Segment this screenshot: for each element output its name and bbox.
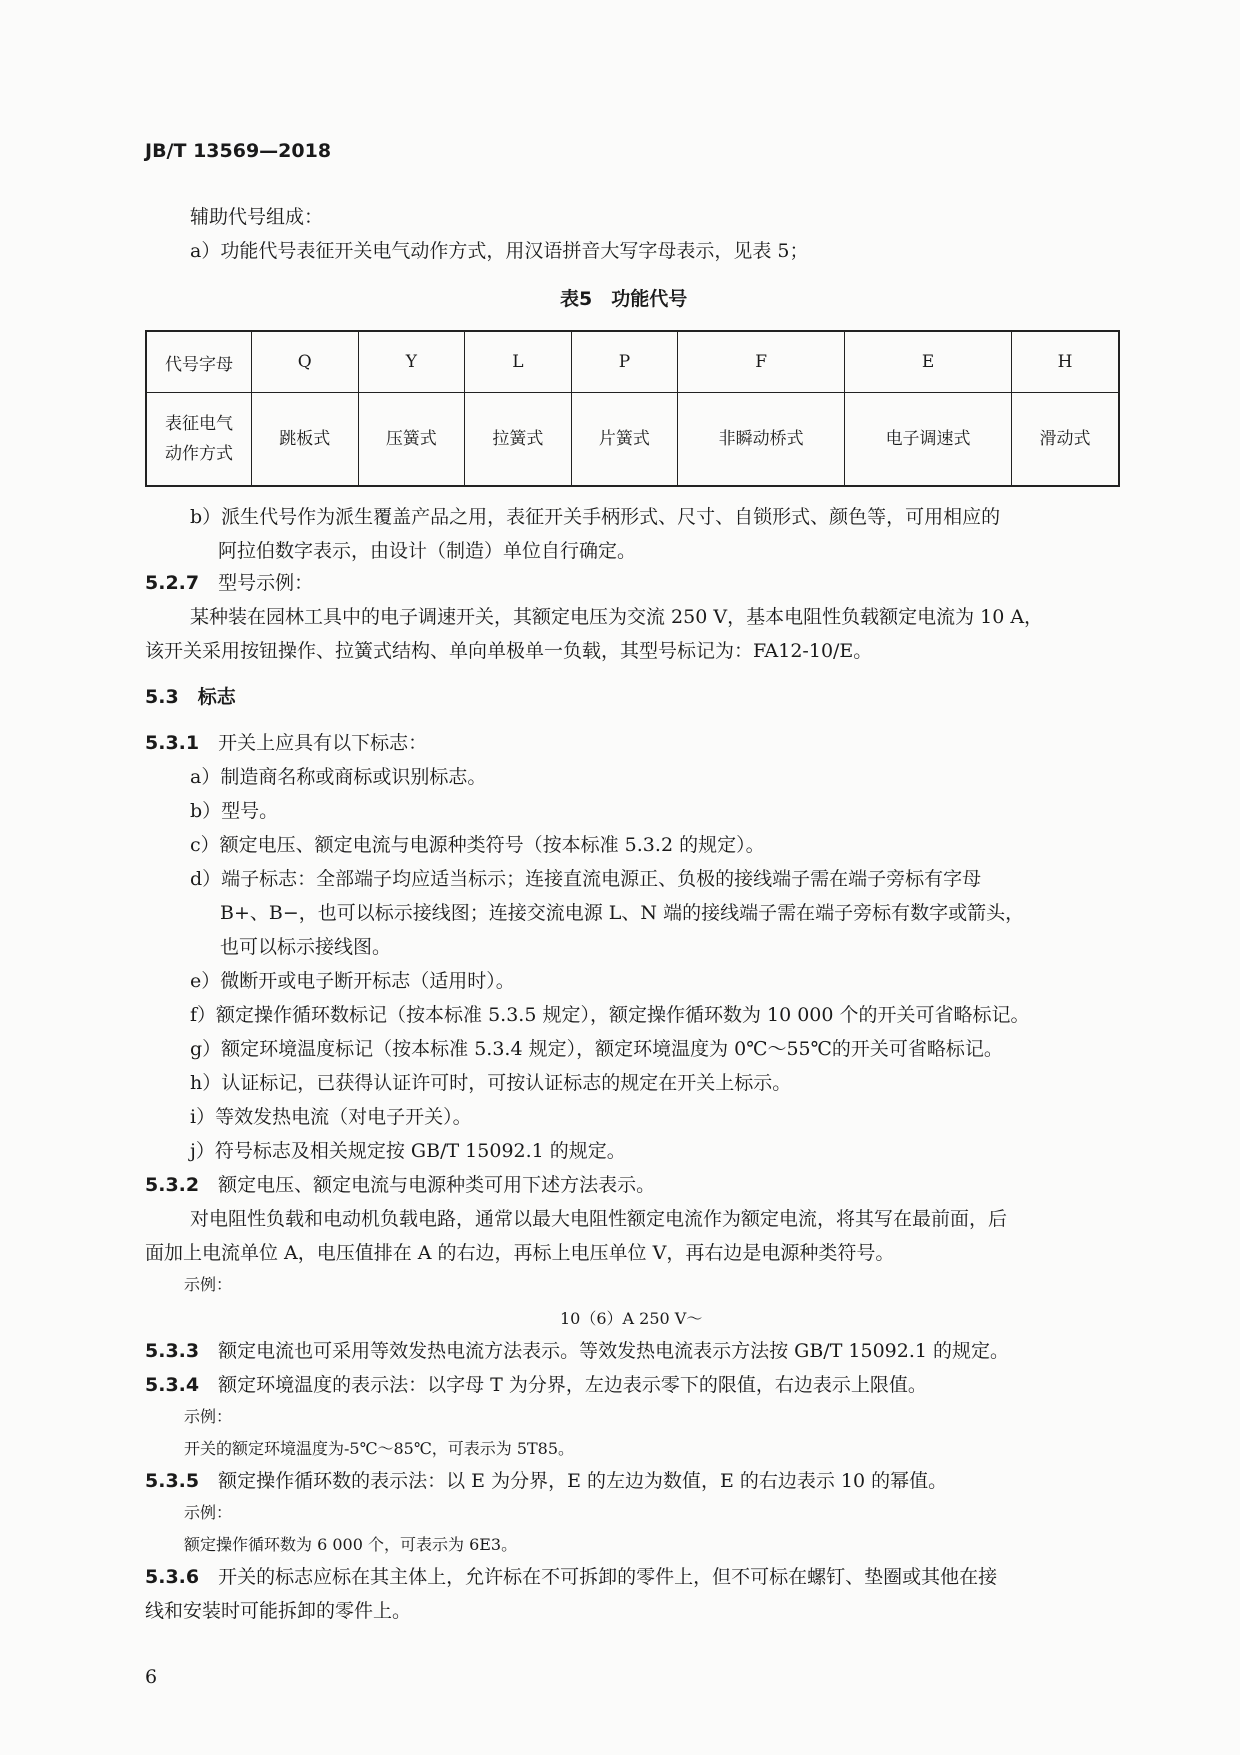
section-title: 额定电流也可采用等效发热电流方法表示。等效发热电流表示方法按 GB/T 15092.1 的规定。 bbox=[218, 1340, 1010, 1362]
table-cell: 压簧式 bbox=[358, 393, 465, 487]
table-cell: P bbox=[571, 331, 678, 393]
intro-item-a: a）功能代号表征开关电气动作方式，用汉语拼音大写字母表示，见表 5； bbox=[190, 240, 809, 262]
section-5-3-2 bbox=[145, 1168, 655, 1202]
list-item-continuation: B+、B−，也可以标示接线图；连接交流电源 L、N 端的接线端子需在端子旁标有数字或箭头， bbox=[220, 902, 1025, 924]
paragraph: 该开关采用按钮操作、拉簧式结构、单向单极单一负载，其型号标记为：FA12-10/E。 bbox=[145, 640, 873, 662]
section-title: 额定电压、额定电流与电源种类可用下述方法表示。 bbox=[218, 1174, 656, 1196]
table-cell bbox=[146, 393, 252, 487]
section-number: 5.3.5 bbox=[145, 1470, 200, 1492]
table-cell: F bbox=[678, 331, 845, 393]
table-cell: 跳板式 bbox=[252, 393, 359, 487]
table-row bbox=[146, 393, 1119, 487]
paragraph: 面加上电流单位 A，电压值排在 A 的右边，再标上电压单位 V，再右边是电源种类符号。 bbox=[145, 1242, 895, 1264]
section-number: 5.3.4 bbox=[145, 1374, 200, 1396]
section-title: 型号示例： bbox=[218, 572, 314, 594]
list-item: h）认证标记，已获得认证许可时，可按认证标志的规定在开关上标示。 bbox=[190, 1072, 792, 1094]
section-5-3 bbox=[145, 680, 236, 714]
section-5-3-4 bbox=[145, 1368, 927, 1402]
table-cell: L bbox=[465, 331, 572, 393]
table-cell: 拉簧式 bbox=[465, 393, 572, 487]
list-item: g）额定环境温度标记（按本标准 5.3.4 规定），额定环境温度为 0℃～55℃的开关可省略标记。 bbox=[190, 1038, 1003, 1060]
paragraph: 开关的标志应标在其主体上，允许标在不可拆卸的零件上，但不可标在螺钉、垫圈或其他在接 bbox=[218, 1566, 998, 1588]
table-cell: 片簧式 bbox=[571, 393, 678, 487]
table-cell: 滑动式 bbox=[1012, 393, 1119, 487]
section-title: 标志 bbox=[197, 686, 236, 708]
paragraph: 对电阻性负载和电动机负载电路，通常以最大电阻性额定电流作为额定电流，将其写在最前面，后 bbox=[190, 1208, 1008, 1230]
list-item-continuation: 也可以标示接线图。 bbox=[220, 936, 392, 958]
section-5-2-7 bbox=[145, 566, 313, 600]
list-item: d）端子标志：全部端子均应适当标示；连接直流电源正、负极的接线端子需在端子旁标有字母 bbox=[190, 868, 982, 890]
intro-line: 辅助代号组成： bbox=[190, 206, 324, 228]
list-item: c）额定电压、额定电流与电源种类符号（按本标准 5.3.2 的规定）。 bbox=[190, 834, 765, 856]
section-5-3-5 bbox=[145, 1464, 947, 1498]
table-cell: H bbox=[1012, 331, 1119, 393]
table-row bbox=[146, 331, 1119, 393]
table-title: 表5 功能代号 bbox=[560, 288, 688, 310]
row-header-line: 表征电气 bbox=[165, 414, 233, 434]
paragraph: 线和安装时可能拆卸的零件上。 bbox=[145, 1600, 412, 1622]
table-cell: 非瞬动桥式 bbox=[678, 393, 845, 487]
page-number: 6 bbox=[145, 1666, 158, 1688]
section-title: 开关上应具有以下标志： bbox=[218, 732, 428, 754]
list-item: b）型号。 bbox=[190, 800, 279, 822]
section-number: 5.3.3 bbox=[145, 1340, 200, 1362]
section-5-3-3 bbox=[145, 1334, 1009, 1368]
section-number: 5.3 bbox=[145, 686, 179, 708]
section-number: 5.3.1 bbox=[145, 732, 200, 754]
section-number: 5.3.6 bbox=[145, 1566, 200, 1588]
section-title: 额定操作循环数的表示法：以 E 为分界，E 的左边为数值，E 的右边表示 10 的幂值。 bbox=[218, 1470, 948, 1492]
example-text: 10（6）A 250 V～ bbox=[560, 1309, 703, 1328]
list-item: i）等效发热电流（对电子开关）。 bbox=[190, 1106, 472, 1128]
section-number: 5.3.2 bbox=[145, 1174, 200, 1196]
table-cell: 电子调速式 bbox=[845, 393, 1012, 487]
table-cell: E bbox=[845, 331, 1012, 393]
list-item: j）符号标志及相关规定按 GB/T 15092.1 的规定。 bbox=[190, 1140, 626, 1162]
table-cell: Q bbox=[252, 331, 359, 393]
row-header-line: 动作方式 bbox=[165, 444, 233, 464]
table-cell: Y bbox=[358, 331, 465, 393]
section-number: 5.2.7 bbox=[145, 572, 200, 594]
item-b-line2: 阿拉伯数字表示，由设计（制造）单位自行确定。 bbox=[218, 540, 637, 562]
section-title: 额定环境温度的表示法：以字母 T 为分界，左边表示零下的限值，右边表示上限值。 bbox=[218, 1374, 927, 1396]
document-id: JB/T 13569—2018 bbox=[145, 140, 332, 162]
example-text: 开关的额定环境温度为-5℃～85℃，可表示为 5T85。 bbox=[184, 1439, 575, 1458]
example-text: 额定操作循环数为 6 000 个，可表示为 6E3。 bbox=[184, 1535, 518, 1554]
list-item: e）微断开或电子断开标志（适用时）。 bbox=[190, 970, 515, 992]
example-label: 示例： bbox=[184, 1275, 233, 1294]
item-b-line1: b）派生代号作为派生覆盖产品之用，表征开关手柄形式、尺寸、自锁形式、颜色等，可用相应的 bbox=[190, 506, 1001, 528]
example-label: 示例： bbox=[184, 1407, 233, 1426]
example-label: 示例： bbox=[184, 1503, 233, 1522]
table-cell: 代号字母 bbox=[146, 331, 252, 393]
section-5-3-1 bbox=[145, 726, 427, 760]
paragraph: 某种装在园林工具中的电子调速开关，其额定电压为交流 250 V，基本电阻性负载额定电流为 10 A， bbox=[190, 606, 1044, 628]
function-code-table bbox=[145, 330, 1120, 487]
list-item: f）额定操作循环数标记（按本标准 5.3.5 规定），额定操作循环数为 10 000 个的开关可省略标记。 bbox=[190, 1004, 1030, 1026]
section-5-3-6 bbox=[145, 1560, 997, 1594]
list-item: a）制造商名称或商标或识别标志。 bbox=[190, 766, 487, 788]
